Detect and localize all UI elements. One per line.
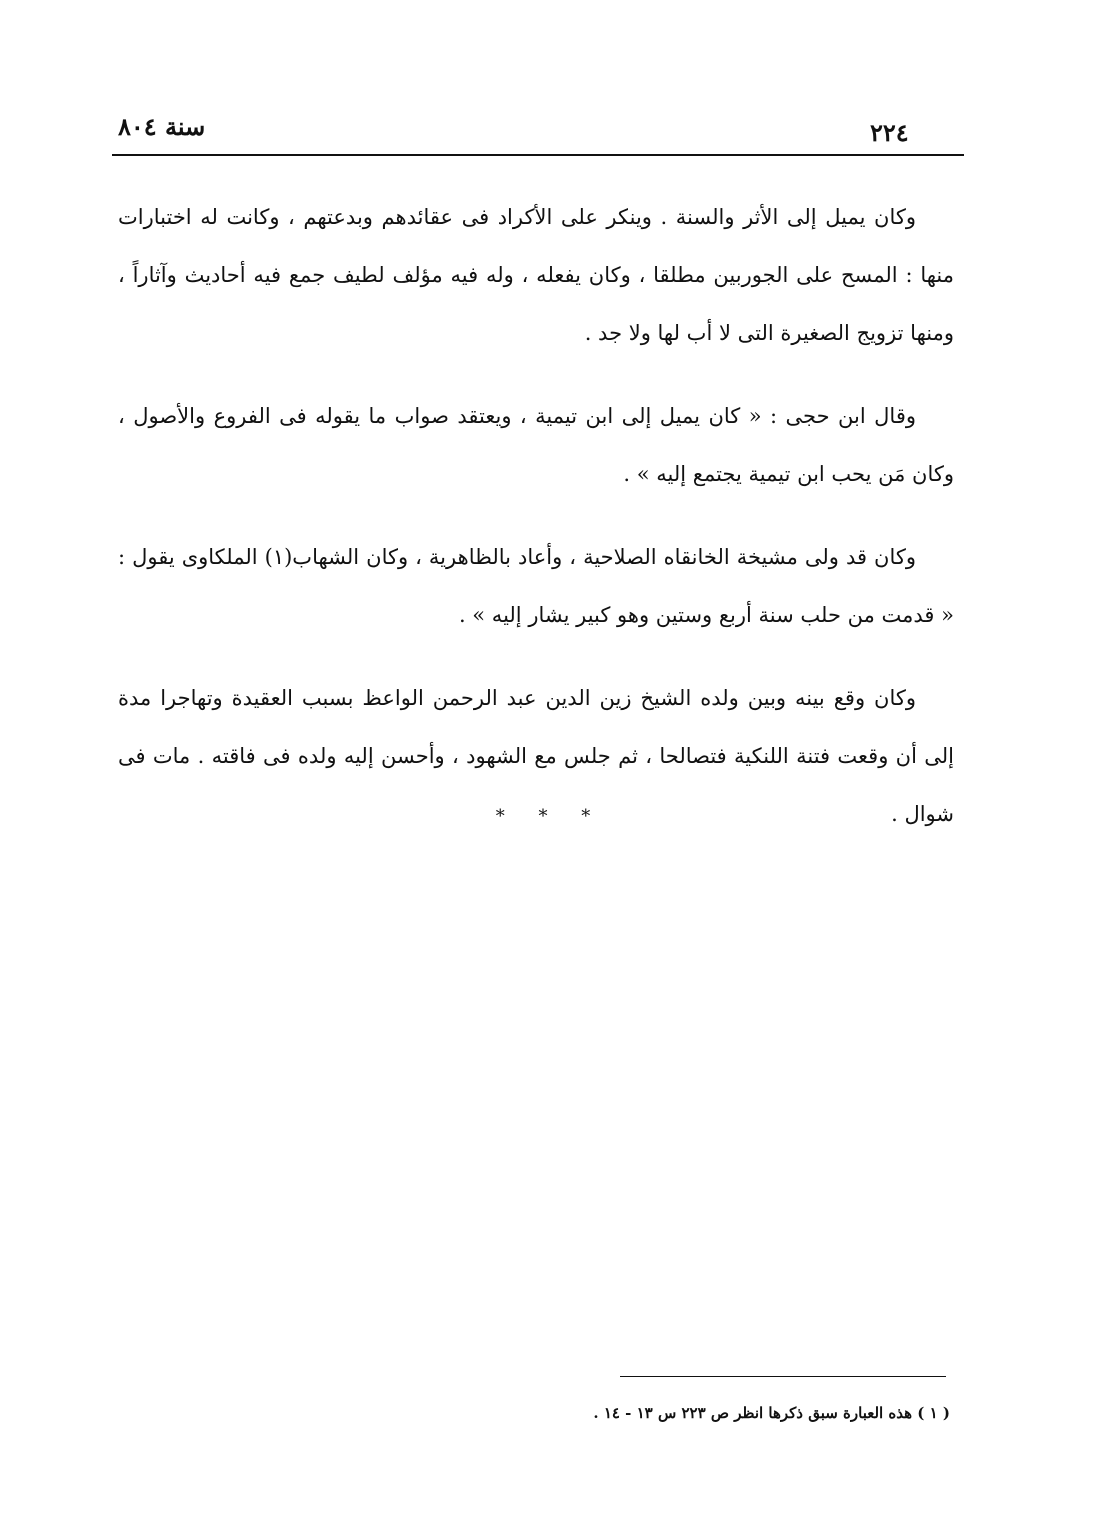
paragraph-3: وكان قد ولى مشيخة الخانقاه الصلاحية ، وأعاد بالظاهرية ، وكان الشهاب(١) الملكاوى يقول : « قدمت من حلب سنة أربع وستين وهو كبير يشار إليه » . xyxy=(118,545,954,627)
paragraph-2: وقال ابن حجى : « كان يميل إلى ابن تيمية ، ويعتقد صواب ما يقوله فى الفروع والأصول ، وكان مَن يحب ابن تيمية يجتمع إليه » . xyxy=(118,404,954,486)
section-separator: * * * xyxy=(495,806,605,827)
page-number: ٢٢٤ xyxy=(870,118,909,147)
running-header-year: سنة ٨٠٤ xyxy=(118,112,206,141)
header-divider xyxy=(112,154,964,156)
paragraph-4: وكان وقع بينه وبين ولده الشيخ زين الدين عبد الرحمن الواعظ بسبب العقيدة وتهاجرا مدة إلى أن وقعت فتنة اللنكية فتصالحا ، ثم جلس مع الشهود ، وأحسن إليه ولده فى فاقته . مات فى شوال . xyxy=(118,686,954,826)
footnote: ( ١ ) هذه العبارة سبق ذكرها انظر ص ٢٢٣ س ١٣ - ١٤ . xyxy=(593,1404,950,1422)
main-text xyxy=(118,188,954,868)
footnote-divider xyxy=(620,1376,946,1377)
paragraph-1: وكان يميل إلى الأثر والسنة . وينكر على الأكراد فى عقائدهم وبدعتهم ، وكانت له اختبارات منها : المسح على الجوربين مطلقا ، وكان يفعله ، وله فيه مؤلف لطيف جمع فيه أحاديث وآثاراً ، ومنها تزويج الصغيرة التى لا أب لها ولا جد . xyxy=(118,205,954,345)
